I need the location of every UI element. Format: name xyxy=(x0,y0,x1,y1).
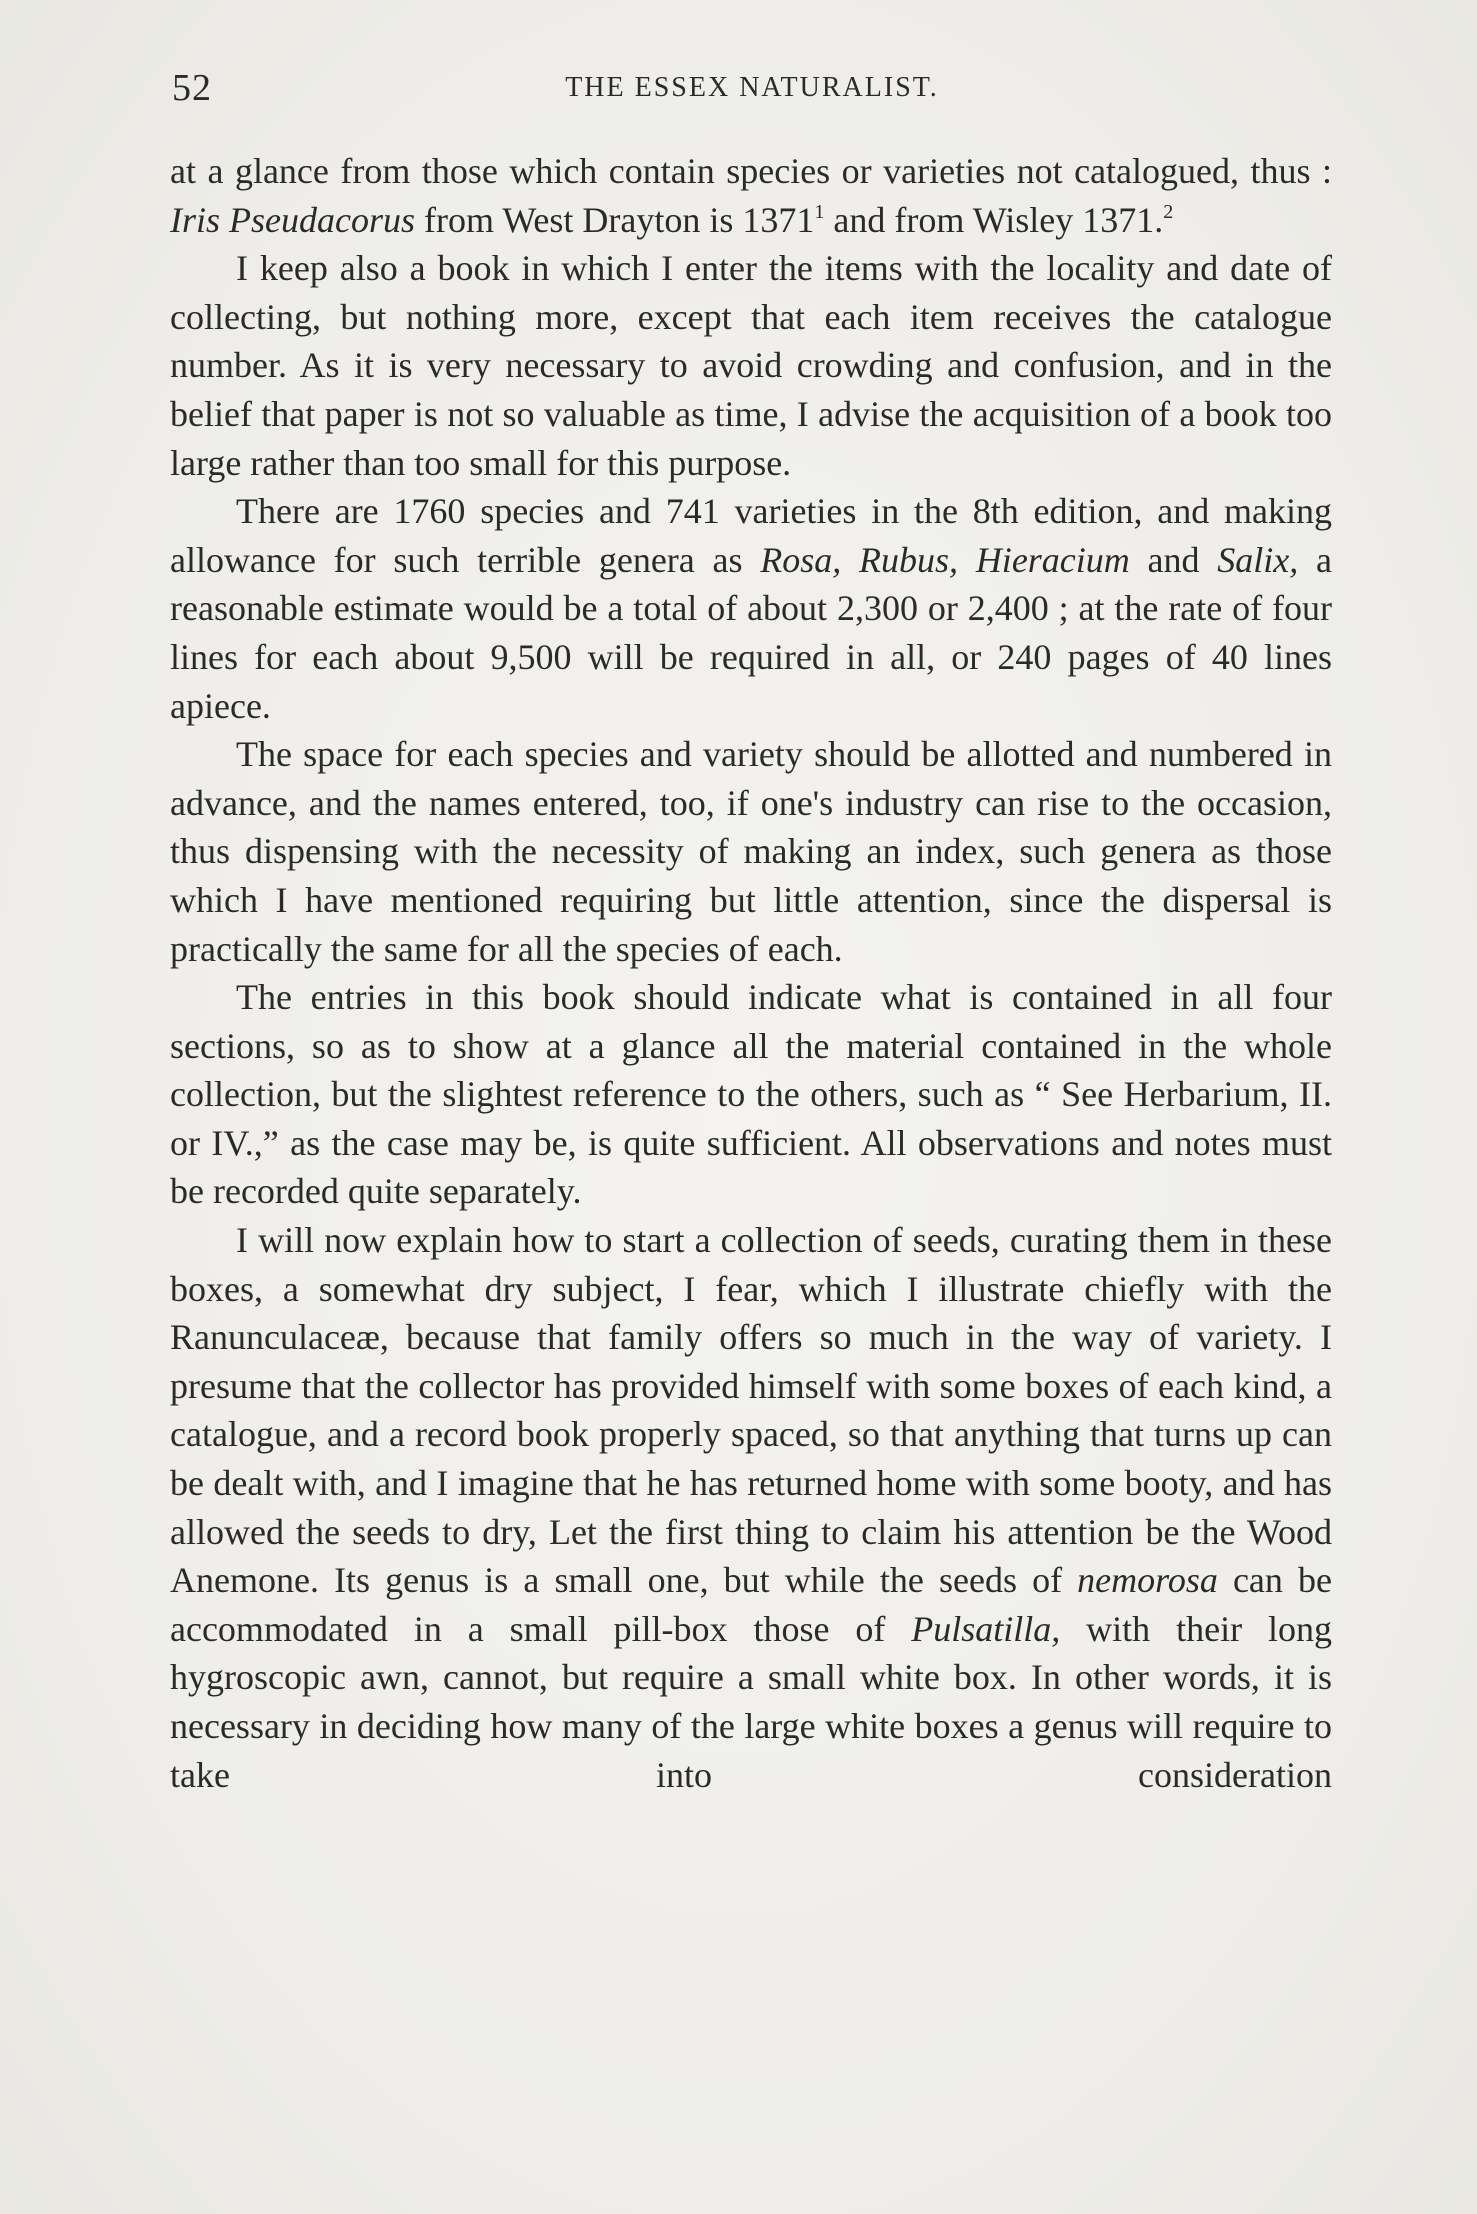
text-run: The space for each species and variety should be allotted and numbered in advance, and the names entered, too, if one's industry can rise to the occasion, thus dispensing with the necessity of making an index, such genera as those which I have mentioned requiring but little attention, since the dispersal is practically the same for all the species of each. xyxy=(170,734,1332,969)
paragraph xyxy=(170,730,1332,973)
footnote-marker: 2 xyxy=(1163,200,1174,223)
text-run: with their long hygroscopic awn, cannot, but require a small white box. In other words, it is necessary in deciding how many of the large white boxes a genus will require to take into consideration xyxy=(170,1608,1332,1795)
italic-text: Rosa, Rubus, Hieracium xyxy=(760,539,1130,580)
text-run: There are 1760 species and 741 varieties in the 8th edition, and making allowance for such terrible genera as xyxy=(170,491,1332,580)
text-run: can be accommodated in a small pill-box those of xyxy=(170,1560,1333,1649)
text-run: I will now explain how to start a collection of seeds, curating them in these boxes, a somewhat dry subject, I fear, which I illustrate chiefly with the Ranunculaceæ, because that family offers so much in the way of variety. I presume that the collector has provided himself with some boxes of each kind, a catalogue, and a record book properly spaced, so that anything that turns up can be dealt with, and I imagine that he has returned home with some booty, and has allowed the seeds to dry, Let the first thing to claim his attention be the Wood Anemone. Its genus is a small one, but while the seeds of xyxy=(170,1220,1332,1601)
text-run: I keep also a book in which I enter the items with the locality and date of collecting, but nothing more, except that each item receives the catalogue number. As it is very necessary to avoid crowding and confusion, and in the belief that paper is not so valuable as time, I advise the acquisition of a book too large rather than too small for this purpose. xyxy=(170,248,1332,483)
journal-title: THE ESSEX NATURALIST. xyxy=(565,72,939,103)
italic-text: nemorosa xyxy=(1077,1560,1218,1601)
text-run: a reasonable estimate would be a total of about 2,300 or 2,400 ; at the rate of four lines for each about 9,500 will be required in all, or 240 pages of 40 lines apiece. xyxy=(170,539,1333,726)
italic-text: Pulsatilla, xyxy=(911,1608,1061,1649)
text-run: and xyxy=(1129,539,1218,580)
text-run: from West Drayton is 1371 xyxy=(415,199,815,240)
italic-text: Iris Pseudacorus xyxy=(170,199,415,240)
body-text xyxy=(170,147,1332,1799)
page-number: 52 xyxy=(172,67,212,109)
text-run: at a glance from those which contain species or varieties not catalogued, thus : xyxy=(170,151,1332,191)
italic-text: Salix, xyxy=(1217,539,1299,580)
text-run: and from Wisley 1371. xyxy=(824,199,1164,240)
running-head xyxy=(172,66,1332,116)
paragraph xyxy=(170,487,1332,730)
footnote-marker: 1 xyxy=(814,200,825,223)
paragraph xyxy=(170,973,1332,1216)
paragraph xyxy=(170,244,1332,487)
text-run: The entries in this book should indicate what is contained in all four sections, so as to show at a glance all the material contained in the whole collection, but the slightest reference to the others, such as “ See Herbarium, II. or IV.,” as the case may be, is quite sufficient. All observations and notes must be recorded quite separately. xyxy=(170,977,1332,1212)
paragraph xyxy=(170,1216,1332,1799)
paragraph xyxy=(170,147,1332,244)
